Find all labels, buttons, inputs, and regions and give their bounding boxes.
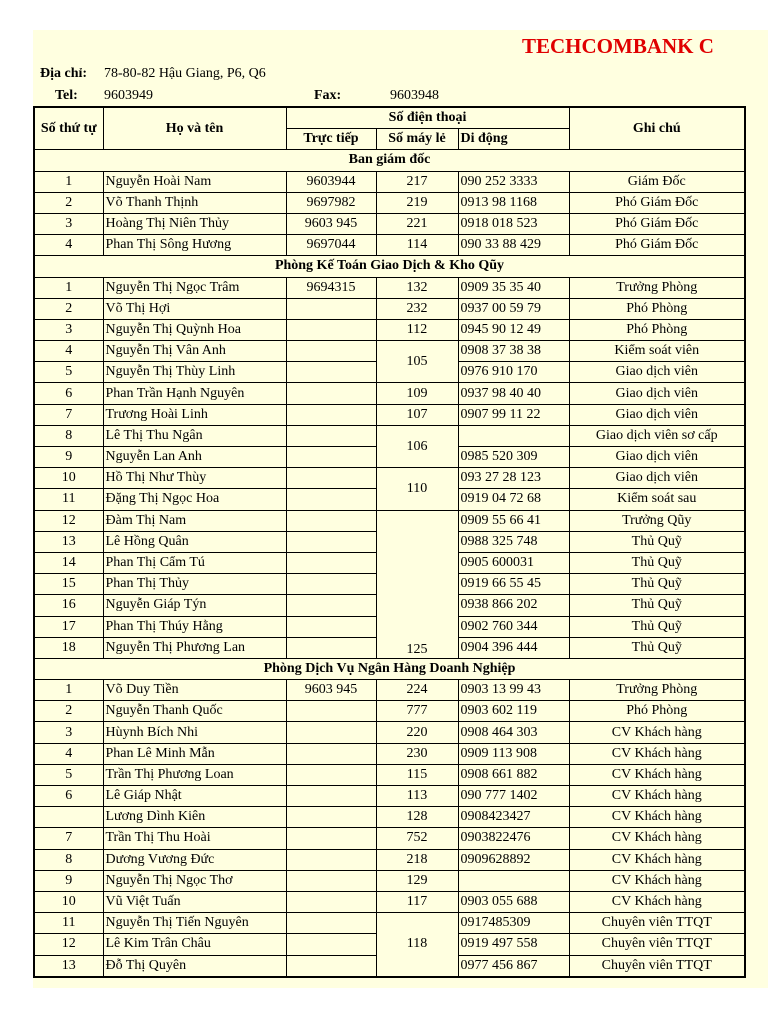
cell-ext: 128 xyxy=(376,807,458,828)
tel-label: Tel: xyxy=(55,88,78,103)
header-phone-group: Số điện thoại xyxy=(286,107,569,129)
cell-stt: 11 xyxy=(34,489,103,510)
cell-name: Vũ Việt Tuấn xyxy=(103,891,286,912)
cell-stt: 7 xyxy=(34,828,103,849)
cell-note: Chuyên viên TTQT xyxy=(569,955,745,977)
cell-mobile: 0909628892 xyxy=(458,849,569,870)
table-row xyxy=(34,341,745,362)
cell-ext: 125 xyxy=(376,510,458,658)
table-row xyxy=(34,425,745,446)
address-label: Địa chỉ: xyxy=(40,66,88,81)
cell-stt: 7 xyxy=(34,404,103,425)
cell-mobile: 0908 37 38 38 xyxy=(458,341,569,362)
cell-name: Nguyễn Lan Anh xyxy=(103,447,286,468)
cell-mobile: 0913 98 1168 xyxy=(458,192,569,213)
header-direct: Trực tiếp xyxy=(286,129,376,150)
cell-name: Phan Lê Minh Mẫn xyxy=(103,743,286,764)
cell-name: Nguyễn Thị Quỳnh Hoa xyxy=(103,319,286,340)
cell-note: Kiểm soát sau xyxy=(569,489,745,510)
cell-note: CV Khách hàng xyxy=(569,807,745,828)
cell-name: Đàm Thị Nam xyxy=(103,510,286,531)
table-row xyxy=(34,192,745,213)
cell-direct xyxy=(286,637,376,658)
cell-mobile: 0937 98 40 40 xyxy=(458,383,569,404)
section-title: Phòng Dịch Vụ Ngân Hàng Doanh Nghiệp xyxy=(34,658,745,679)
cell-direct xyxy=(286,722,376,743)
header-ext: Số máy lẻ xyxy=(376,129,458,150)
cell-name: Nguyễn Thị Phương Lan xyxy=(103,637,286,658)
cell-ext: 105 xyxy=(376,341,458,383)
cell-note: Phó Phòng xyxy=(569,319,745,340)
cell-note: Chuyên viên TTQT xyxy=(569,934,745,955)
cell-stt: 10 xyxy=(34,891,103,912)
table-row xyxy=(34,235,745,256)
table-row xyxy=(34,213,745,234)
cell-stt: 16 xyxy=(34,595,103,616)
cell-name: Nguyễn Thị Ngọc Trâm xyxy=(103,277,286,298)
cell-name: Phan Thị Thúy Hằng xyxy=(103,616,286,637)
header-note: Ghi chú xyxy=(569,107,745,150)
cell-name: Dương Vương Đức xyxy=(103,849,286,870)
cell-mobile: 0903822476 xyxy=(458,828,569,849)
cell-name: Lê Giáp Nhật xyxy=(103,786,286,807)
cell-note: Chuyên viên TTQT xyxy=(569,913,745,934)
cell-note: Phó Phòng xyxy=(569,298,745,319)
cell-note: Giao dịch viên xyxy=(569,468,745,489)
cell-name: Trương Hoài Linh xyxy=(103,404,286,425)
cell-mobile: 0904 396 444 xyxy=(458,637,569,658)
cell-name: Lê Thị Thu Ngân xyxy=(103,425,286,446)
table-row xyxy=(34,764,745,785)
header-row xyxy=(34,107,745,129)
cell-direct xyxy=(286,849,376,870)
table-row xyxy=(34,913,745,934)
cell-mobile: 0937 00 59 79 xyxy=(458,298,569,319)
table-row xyxy=(34,870,745,891)
cell-name: Lương Dình Kiên xyxy=(103,807,286,828)
table-row xyxy=(34,510,745,531)
cell-mobile: 0905 600031 xyxy=(458,552,569,573)
table-row xyxy=(34,404,745,425)
cell-note: CV Khách hàng xyxy=(569,743,745,764)
cell-name: Trần Thị Thu Hoài xyxy=(103,828,286,849)
cell-note: Phó Phòng xyxy=(569,701,745,722)
cell-stt: 10 xyxy=(34,468,103,489)
cell-note: CV Khách hàng xyxy=(569,722,745,743)
cell-name: Hồ Thị Như Thùy xyxy=(103,468,286,489)
cell-note: CV Khách hàng xyxy=(569,828,745,849)
cell-mobile: 0907 99 11 22 xyxy=(458,404,569,425)
table-row xyxy=(34,807,745,828)
cell-note: CV Khách hàng xyxy=(569,870,745,891)
cell-ext: 114 xyxy=(376,235,458,256)
staff-directory-table xyxy=(33,106,746,978)
cell-direct xyxy=(286,298,376,319)
cell-ext: 107 xyxy=(376,404,458,425)
cell-mobile: 0908 661 882 xyxy=(458,764,569,785)
header-stt: Số thứ tự xyxy=(34,107,103,150)
cell-direct xyxy=(286,383,376,404)
cell-name: Nguyễn Giáp Týn xyxy=(103,595,286,616)
cell-stt: 2 xyxy=(34,701,103,722)
cell-note: Thủ Quỹ xyxy=(569,531,745,552)
cell-note: Kiểm soát viên xyxy=(569,341,745,362)
cell-note: CV Khách hàng xyxy=(569,891,745,912)
cell-direct xyxy=(286,468,376,489)
cell-note: Thủ Quỹ xyxy=(569,637,745,658)
cell-stt: 2 xyxy=(34,298,103,319)
table-row xyxy=(34,743,745,764)
cell-name: Võ Thanh Thịnh xyxy=(103,192,286,213)
cell-stt: 18 xyxy=(34,637,103,658)
cell-mobile: 0908423427 xyxy=(458,807,569,828)
cell-ext: 217 xyxy=(376,171,458,192)
cell-direct xyxy=(286,828,376,849)
cell-stt: 5 xyxy=(34,362,103,383)
cell-mobile: 0919 66 55 45 xyxy=(458,574,569,595)
cell-name: Nguyễn Hoài Nam xyxy=(103,171,286,192)
cell-mobile: 0938 866 202 xyxy=(458,595,569,616)
cell-note: Trưởng Phòng xyxy=(569,277,745,298)
cell-ext: 230 xyxy=(376,743,458,764)
table-row xyxy=(34,319,745,340)
cell-stt: 4 xyxy=(34,235,103,256)
cell-direct xyxy=(286,510,376,531)
header-mobile: Di động xyxy=(458,129,569,150)
cell-stt: 3 xyxy=(34,319,103,340)
cell-stt: 3 xyxy=(34,722,103,743)
tel-value: 9603949 xyxy=(104,88,153,103)
cell-mobile: 0909 55 66 41 xyxy=(458,510,569,531)
cell-direct xyxy=(286,362,376,383)
cell-stt xyxy=(34,807,103,828)
cell-stt: 13 xyxy=(34,955,103,977)
company-title: TECHCOMBANK C xyxy=(522,34,714,58)
cell-name: Nguyễn Thị Ngọc Thơ xyxy=(103,870,286,891)
table-row xyxy=(34,468,745,489)
cell-ext: 221 xyxy=(376,213,458,234)
cell-stt: 1 xyxy=(34,680,103,701)
table-row xyxy=(34,786,745,807)
cell-stt: 15 xyxy=(34,574,103,595)
cell-direct: 9603 945 xyxy=(286,213,376,234)
cell-mobile: 0918 018 523 xyxy=(458,213,569,234)
cell-name: Hoàng Thị Niên Thủy xyxy=(103,213,286,234)
cell-direct: 9603944 xyxy=(286,171,376,192)
table-row xyxy=(34,680,745,701)
cell-direct: 9697044 xyxy=(286,235,376,256)
cell-note: Thủ Quỹ xyxy=(569,616,745,637)
cell-stt: 4 xyxy=(34,341,103,362)
cell-mobile: 0917485309 xyxy=(458,913,569,934)
fax-value: 9603948 xyxy=(390,88,439,103)
cell-mobile: 0903 602 119 xyxy=(458,701,569,722)
cell-ext: 109 xyxy=(376,383,458,404)
cell-mobile: 0985 520 309 xyxy=(458,447,569,468)
cell-stt: 8 xyxy=(34,849,103,870)
cell-note: Thủ Quỹ xyxy=(569,595,745,616)
cell-ext: 129 xyxy=(376,870,458,891)
section-row xyxy=(34,256,745,277)
cell-name: Phan Thị Sông Hương xyxy=(103,235,286,256)
cell-stt: 1 xyxy=(34,171,103,192)
cell-mobile: 0976 910 170 xyxy=(458,362,569,383)
cell-stt: 12 xyxy=(34,510,103,531)
cell-ext: 752 xyxy=(376,828,458,849)
cell-mobile: 0988 325 748 xyxy=(458,531,569,552)
cell-name: Nguyễn Thị Tiến Nguyên xyxy=(103,913,286,934)
cell-note: Trưởng Qũy xyxy=(569,510,745,531)
cell-stt: 12 xyxy=(34,934,103,955)
cell-mobile: 0909 35 35 40 xyxy=(458,277,569,298)
cell-direct xyxy=(286,955,376,977)
cell-note: Giao dịch viên sơ cấp xyxy=(569,425,745,446)
cell-mobile xyxy=(458,425,569,446)
cell-note: Phó Giám Đốc xyxy=(569,213,745,234)
cell-ext: 113 xyxy=(376,786,458,807)
fax-label: Fax: xyxy=(314,88,342,103)
cell-name: Trần Thị Phương Loan xyxy=(103,764,286,785)
cell-mobile: 0919 04 72 68 xyxy=(458,489,569,510)
cell-stt: 2 xyxy=(34,192,103,213)
cell-direct xyxy=(286,934,376,955)
cell-stt: 6 xyxy=(34,786,103,807)
cell-stt: 13 xyxy=(34,531,103,552)
cell-mobile: 090 252 3333 xyxy=(458,171,569,192)
cell-direct xyxy=(286,574,376,595)
cell-direct xyxy=(286,764,376,785)
cell-mobile: 0902 760 344 xyxy=(458,616,569,637)
table-row xyxy=(34,722,745,743)
cell-direct: 9603 945 xyxy=(286,680,376,701)
section-row xyxy=(34,150,745,171)
section-title: Ban giám đốc xyxy=(34,150,745,171)
cell-mobile: 0908 464 303 xyxy=(458,722,569,743)
cell-name: Đặng Thị Ngọc Hoa xyxy=(103,489,286,510)
cell-ext: 218 xyxy=(376,849,458,870)
cell-name: Nguyễn Thị Thùy Linh xyxy=(103,362,286,383)
cell-mobile: 090 33 88 429 xyxy=(458,235,569,256)
cell-ext: 117 xyxy=(376,891,458,912)
cell-mobile: 0919 497 558 xyxy=(458,934,569,955)
cell-direct xyxy=(286,552,376,573)
cell-name: Phan Thị Cẩm Tú xyxy=(103,552,286,573)
table-row xyxy=(34,849,745,870)
table-row xyxy=(34,828,745,849)
cell-stt: 4 xyxy=(34,743,103,764)
table-row xyxy=(34,277,745,298)
cell-mobile: 090 777 1402 xyxy=(458,786,569,807)
cell-note: Thủ Quỹ xyxy=(569,552,745,573)
cell-direct xyxy=(286,531,376,552)
cell-direct xyxy=(286,341,376,362)
cell-name: Nguyễn Thị Vân Anh xyxy=(103,341,286,362)
cell-stt: 9 xyxy=(34,870,103,891)
cell-direct xyxy=(286,319,376,340)
cell-direct xyxy=(286,701,376,722)
cell-note: Giao dịch viên xyxy=(569,447,745,468)
section-row xyxy=(34,658,745,679)
cell-mobile: 0909 113 908 xyxy=(458,743,569,764)
table-row xyxy=(34,701,745,722)
cell-ext: 106 xyxy=(376,425,458,467)
cell-stt: 8 xyxy=(34,425,103,446)
cell-note: Phó Giám Đốc xyxy=(569,192,745,213)
cell-note: CV Khách hàng xyxy=(569,764,745,785)
cell-direct: 9694315 xyxy=(286,277,376,298)
cell-note: Thủ Quỹ xyxy=(569,574,745,595)
cell-direct xyxy=(286,595,376,616)
cell-name: Võ Duy Tiền xyxy=(103,680,286,701)
cell-name: Hùynh Bích Nhi xyxy=(103,722,286,743)
cell-note: Giao dịch viên xyxy=(569,404,745,425)
cell-direct xyxy=(286,489,376,510)
cell-direct xyxy=(286,616,376,637)
cell-direct xyxy=(286,404,376,425)
cell-direct xyxy=(286,913,376,934)
cell-direct xyxy=(286,807,376,828)
cell-name: Võ Thị Hợi xyxy=(103,298,286,319)
cell-name: Đỗ Thị Quyên xyxy=(103,955,286,977)
cell-stt: 9 xyxy=(34,447,103,468)
cell-direct: 9697982 xyxy=(286,192,376,213)
cell-direct xyxy=(286,870,376,891)
cell-name: Lê Kim Trân Châu xyxy=(103,934,286,955)
cell-ext: 115 xyxy=(376,764,458,785)
cell-note: CV Khách hàng xyxy=(569,786,745,807)
cell-ext: 110 xyxy=(376,468,458,510)
cell-stt: 3 xyxy=(34,213,103,234)
cell-ext: 224 xyxy=(376,680,458,701)
table-row xyxy=(34,383,745,404)
cell-ext: 132 xyxy=(376,277,458,298)
cell-mobile: 0977 456 867 xyxy=(458,955,569,977)
cell-note: Phó Giám Đốc xyxy=(569,235,745,256)
cell-ext: 232 xyxy=(376,298,458,319)
cell-ext: 219 xyxy=(376,192,458,213)
cell-stt: 17 xyxy=(34,616,103,637)
cell-ext: 118 xyxy=(376,913,458,977)
table-row xyxy=(34,298,745,319)
cell-ext: 777 xyxy=(376,701,458,722)
cell-direct xyxy=(286,891,376,912)
cell-stt: 14 xyxy=(34,552,103,573)
cell-mobile: 0903 055 688 xyxy=(458,891,569,912)
cell-note: Giám Đốc xyxy=(569,171,745,192)
cell-stt: 5 xyxy=(34,764,103,785)
cell-name: Phan Trần Hạnh Nguyên xyxy=(103,383,286,404)
cell-name: Lê Hồng Quân xyxy=(103,531,286,552)
cell-direct xyxy=(286,447,376,468)
cell-stt: 6 xyxy=(34,383,103,404)
cell-mobile: 0945 90 12 49 xyxy=(458,319,569,340)
cell-stt: 11 xyxy=(34,913,103,934)
cell-ext: 220 xyxy=(376,722,458,743)
cell-ext: 112 xyxy=(376,319,458,340)
cell-mobile: 093 27 28 123 xyxy=(458,468,569,489)
cell-direct xyxy=(286,425,376,446)
cell-stt: 1 xyxy=(34,277,103,298)
cell-note: Giao dịch viên xyxy=(569,383,745,404)
cell-note: Trưởng Phòng xyxy=(569,680,745,701)
table-row xyxy=(34,171,745,192)
cell-name: Nguyễn Thanh Quốc xyxy=(103,701,286,722)
cell-direct xyxy=(286,786,376,807)
header-name: Họ và tên xyxy=(103,107,286,150)
table-row xyxy=(34,891,745,912)
section-title: Phòng Kế Toán Giao Dịch & Kho Qũy xyxy=(34,256,745,277)
cell-mobile xyxy=(458,870,569,891)
address-value: 78-80-82 Hậu Giang, P6, Q6 xyxy=(104,66,266,81)
cell-name: Phan Thị Thủy xyxy=(103,574,286,595)
cell-mobile: 0903 13 99 43 xyxy=(458,680,569,701)
cell-note: CV Khách hàng xyxy=(569,849,745,870)
cell-note: Giao dịch viên xyxy=(569,362,745,383)
cell-direct xyxy=(286,743,376,764)
